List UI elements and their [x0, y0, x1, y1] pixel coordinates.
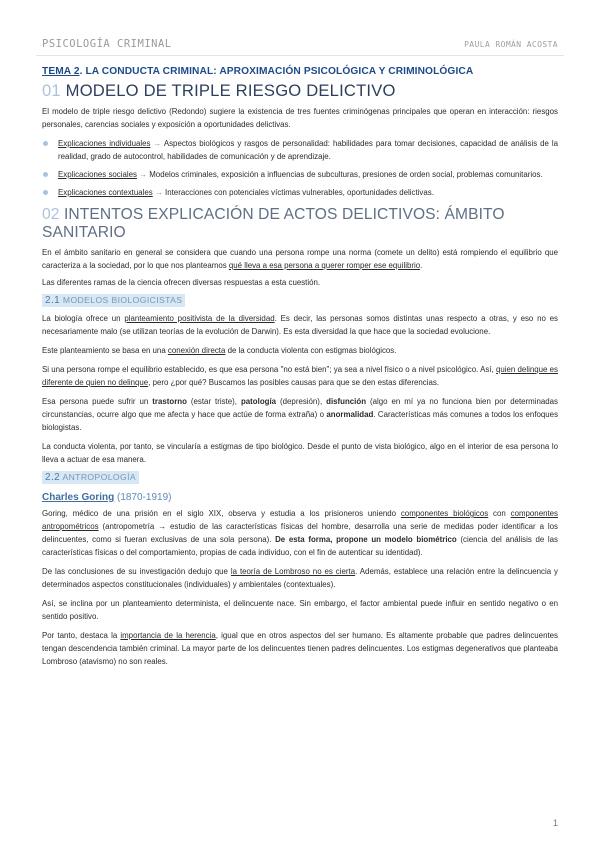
- list-item: [42, 186, 558, 199]
- sub22-paragraph-2: De las conclusiones de su investigación dedujo que la teoría de Lombroso no es cierta. Además, establece una relación entre la delincuencia y determinados aspectos constitucionales (individuales) y ambientales (contextuales).: [42, 567, 558, 589]
- list-item-term: Explicaciones sociales: [58, 170, 137, 179]
- sub21-paragraph-4: Esa persona puede sufrir un trastorno (estar triste), patología (depresión), disfunción (algo en mí ya no funciona bien por determinadas circunstancias, ocurre algo que me afecta y hace que actúe de forma extraña) o anormalidad. Características más comunes a todos los enfoques biologistas.: [42, 397, 559, 432]
- page-number: 1: [552, 818, 558, 828]
- arrow-icon: →: [152, 188, 166, 197]
- header-divider: [36, 55, 564, 56]
- section-1-heading: [42, 81, 558, 101]
- title-prefix: TEMA 2: [42, 66, 80, 77]
- underlined-phrase: qué lleva a esa persona a querer romper ese equilibrio: [228, 261, 421, 270]
- underlined-phrase: componentes antropométricos: [42, 509, 558, 531]
- list-item-term: Explicaciones individuales: [58, 139, 151, 148]
- header-author: PAULA ROMÁN ACOSTA: [464, 40, 558, 49]
- sub22-paragraph-3: Así, se inclina por un planteamiento determinista, el delincuente nace. Sin embargo, el factor ambiental puede influir en sentido negativo o en sentido positivo.: [42, 599, 558, 621]
- sub21-paragraph-5: La conducta violenta, por tanto, se vincularía a estigmas de tipo biológico. Desde el punto de vista biológico, algo en el interior de esa persona lo lleva a actuar de esa manera.: [42, 442, 558, 464]
- section-2-paragraph-2: Las diferentes ramas de la ciencia ofrecen diversas respuestas a esta cuestión.: [42, 278, 321, 287]
- title-text: . LA CONDUCTA CRIMINAL: APROXIMACIÓN PSICOLÓGICA Y CRIMINOLÓGICA: [79, 66, 474, 77]
- section-1-title: MODELO DE TRIPLE RIESGO DELICTIVO: [60, 81, 396, 100]
- section-2-title: INTENTOS EXPLICACIÓN DE ACTOS DELICTIVOS: ÁMBITO SANITARIO: [42, 206, 505, 241]
- underlined-phrase: planteamiento positivista de la diversidad: [124, 314, 275, 323]
- list-item-text: Modelos criminales, exposición a influencias de subculturas, presiones de orden social, problemas comunitarios.: [149, 170, 543, 179]
- bullet-icon: [43, 190, 48, 195]
- section-2-paragraph-1: En el ámbito sanitario en general se considera que cuando una persona rompe una norma (comete un delito) está rompiendo el equilibrio que caracteriza a la sociedad, por lo que nos planteamos qué lleva a esa persona a querer romper ese equilibrio.: [42, 248, 558, 270]
- document-body: [42, 66, 558, 668]
- sub21-paragraph-3: Si una persona rompe el equilibrio establecido, es que esa persona "no está bien"; ya sea a nivel físico o a nivel psicológico. Así, quien delinque es diferente de quien no delinque, pero ¿por qué? Buscamos las posibles causas para que se den estas diferencias.: [42, 365, 558, 387]
- person-name: Charles Goring: [42, 492, 115, 503]
- list-item-text: Aspectos biológicos y rasgos de personalidad: habilidades para tomar decisiones, capacidad de análisis de la realidad, grado de autocontrol, habilidades de comunicación y de aprendizaje.: [58, 139, 559, 161]
- list-item: [42, 137, 558, 163]
- subsection-2-2-title: ANTROPOLOGÍA: [62, 472, 137, 482]
- underlined-phrase: conexión directa: [167, 346, 226, 355]
- subsection-2-1-number: 2.1: [45, 295, 61, 306]
- arrow-icon: →: [136, 170, 150, 179]
- list-item: [42, 168, 558, 181]
- subsection-2-1-heading: [42, 294, 185, 307]
- arrow-icon: →: [150, 139, 164, 148]
- sub21-paragraph-1: La biología ofrece un planteamiento positivista de la diversidad. Es decir, las personas somos distintas unas respecto a otras, y eso no es necesariamente malo (se utilizan teorías de la evolución de Darwin). Es esta diversidad la que hace que la sociedad evolucione.: [42, 314, 558, 336]
- underlined-phrase: componentes biológicos: [400, 509, 489, 518]
- subsection-2-2-number: 2.2: [45, 472, 61, 483]
- person-heading: [42, 492, 558, 503]
- section-1-number: 01: [42, 81, 61, 100]
- sub22-paragraph-1: Goring, médico de una prisión en el siglo XIX, observa y estudia a los prisioneros uniendo componentes biológicos con componentes antropométricos (antropometría → estudio de las características físicas del hombre, desarrolla una serie de medidas poder identificar a los delincuentes, como si fueran exclusivas de una sola persona). De esta forma, propone un modelo biométrico (ciencia del análisis de las características físicas o del comportamiento, propias de cada individuo, con el fin de autenticar su identidad).: [42, 509, 559, 557]
- underlined-phrase: la teoría de Lombroso no es cierta: [230, 567, 356, 576]
- sub21-paragraph-2: Este planteamiento se basa en una conexión directa de la conducta violenta con estigmas biológicos.: [42, 346, 397, 355]
- person-years: (1870-1919): [114, 492, 172, 503]
- header-course-title: PSICOLOGÍA CRIMINAL: [42, 38, 172, 50]
- sub22-paragraph-4: Por tanto, destaca la importancia de la herencia, igual que en otros aspectos del ser humano. Es altamente probable que padres delincuentes tengan descendencia también criminal. La mayor parte de los delincuentes tienen padres delincuentes. Los estigmas degenerativos que planteaba Lombroso (atavismo) no son reales.: [42, 631, 558, 666]
- subsection-2-1-title: MODELOS BIOLOGICISTAS: [62, 295, 183, 305]
- section-2-number: 02: [42, 206, 60, 223]
- bullet-icon: [43, 141, 48, 146]
- list-item-term: Explicaciones contextuales: [58, 188, 153, 197]
- subsection-2-2-heading: [42, 471, 139, 484]
- list-item-text: Interacciones con potenciales víctimas vulnerables, oportunidades delictivas.: [165, 188, 434, 197]
- underlined-phrase: quien delinque es diferente de quien no delinque: [42, 365, 558, 387]
- bullet-icon: [43, 172, 48, 177]
- explanations-list: [42, 137, 558, 199]
- section-2-heading: [42, 206, 558, 242]
- underlined-phrase: importancia de la herencia: [120, 631, 216, 640]
- section-1-intro: El modelo de triple riesgo delictivo (Redondo) sugiere la existencia de tres fuentes criminógenas principales que operan en interacción: riesgos personales, carencias sociales y exposición a oportunidades delictivas.: [42, 107, 558, 129]
- page-title: [42, 66, 558, 77]
